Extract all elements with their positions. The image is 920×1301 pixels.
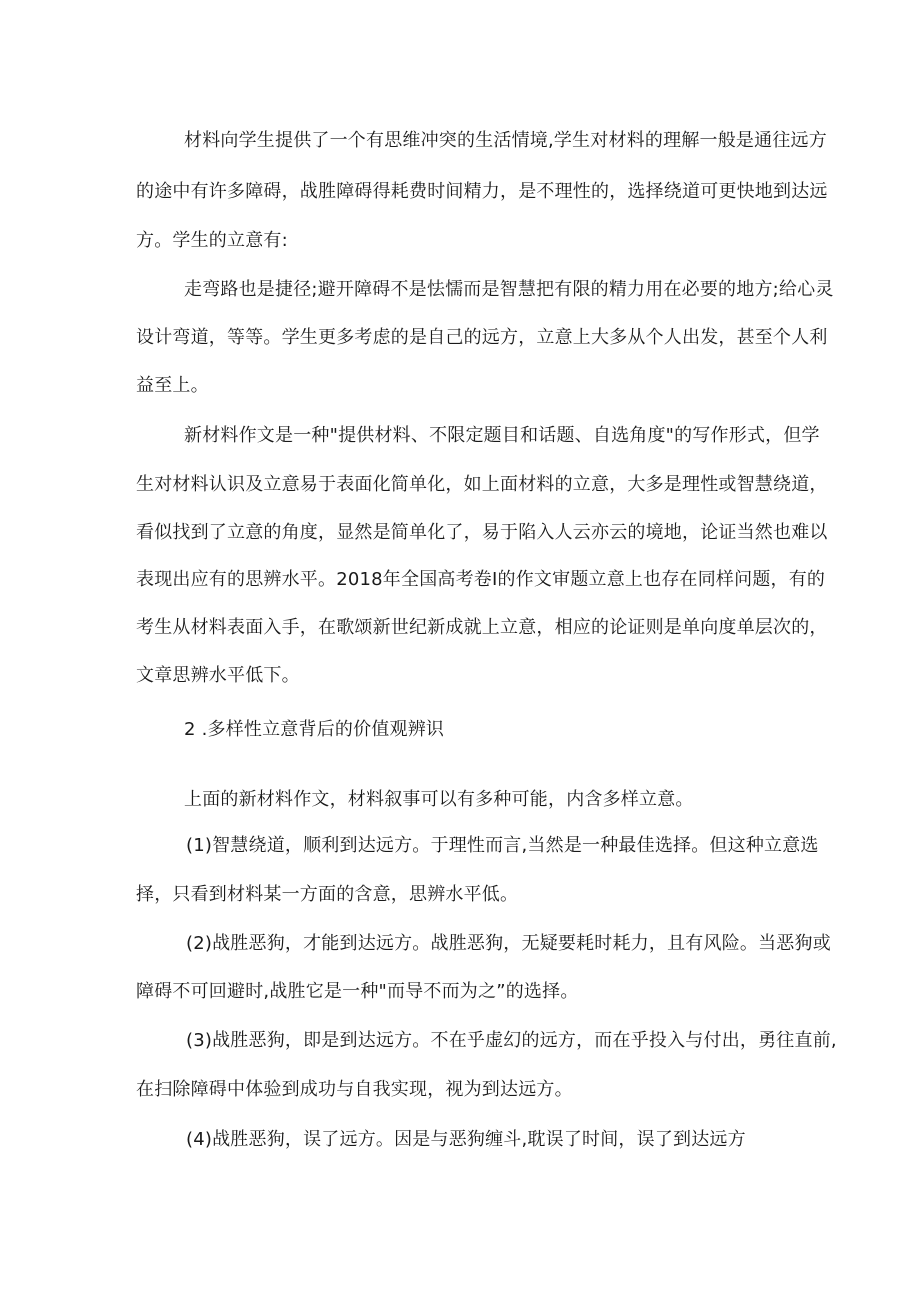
paragraph-line: 看似找到了立意的角度，显然是简单化了，易于陷入人云亦云的境地，论证当然也难以: [136, 522, 828, 543]
paragraph-line: 择，只看到材料某一方面的含意，思辨水平低。: [136, 884, 519, 905]
paragraph-line: 考生从材料表面入手，在歌颂新世纪新成就上立意，相应的论证则是单向度单层次的，: [136, 617, 828, 638]
list-item-line: (4)战胜恶狗，误了远方。因是与恶狗缠斗,耽误了时间，误了到达远方: [186, 1129, 746, 1150]
paragraph-line: 文章思辨水平低下。: [136, 665, 300, 686]
list-item-line: (2)战胜恶狗，才能到达远方。战胜恶狗，无疑要耗时耗力，且有风险。当恶狗或: [186, 933, 831, 954]
paragraph-line: 表现出应有的思辨水平。2018年全国高考卷I的作文审题立意上也存在同样问题，有的: [136, 569, 826, 590]
paragraph-line: 走弯路也是捷径;避开障碍不是怯懦而是智慧把有限的精力用在必要的地方;给心灵: [184, 279, 834, 300]
paragraph-line: 在扫除障碍中体验到成功与自我实现，视为到达远方。: [136, 1079, 573, 1100]
section-heading: 2 .多样性立意背后的价值观辨识: [184, 719, 445, 740]
paragraph-line: 的途中有许多障碍，战胜障碍得耗费时间精力，是不理性的，选择绕道可更快地到达远: [136, 181, 828, 202]
paragraph-line: 障碍不可回避时,战胜它是一种"而导不而为之”的选择。: [136, 981, 579, 1002]
paragraph-line: 新材料作文是一种"提供材料、不限定题目和话题、自选角度"的写作形式，但学: [184, 425, 820, 446]
paragraph-line: 设计弯道，等等。学生更多考虑的是自己的远方，立意上大多从个人出发，甚至个人利: [136, 327, 828, 348]
list-item-line: (1)智慧绕道，顺利到达远方。于理性而言,当然是一种最佳选择。但这种立意选: [186, 835, 819, 856]
paragraph-line: 生对材料认识及立意易于表面化简单化，如上面材料的立意，大多是理性或智慧绕道，: [136, 474, 828, 495]
paragraph-line: 益至上。: [136, 375, 209, 396]
paragraph-line: 上面的新材料作文，材料叙事可以有多种可能，内含多样立意。: [184, 789, 694, 810]
paragraph-line: 方。学生的立意有:: [136, 230, 288, 251]
paragraph-line: 材料向学生提供了一个有思维冲突的生活情境,学生对材料的理解一般是通往远方: [184, 130, 827, 151]
list-item-line: (3)战胜恶狗，即是到达远方。不在乎虚幻的远方，而在乎投入与付出，勇往直前,: [186, 1030, 837, 1051]
